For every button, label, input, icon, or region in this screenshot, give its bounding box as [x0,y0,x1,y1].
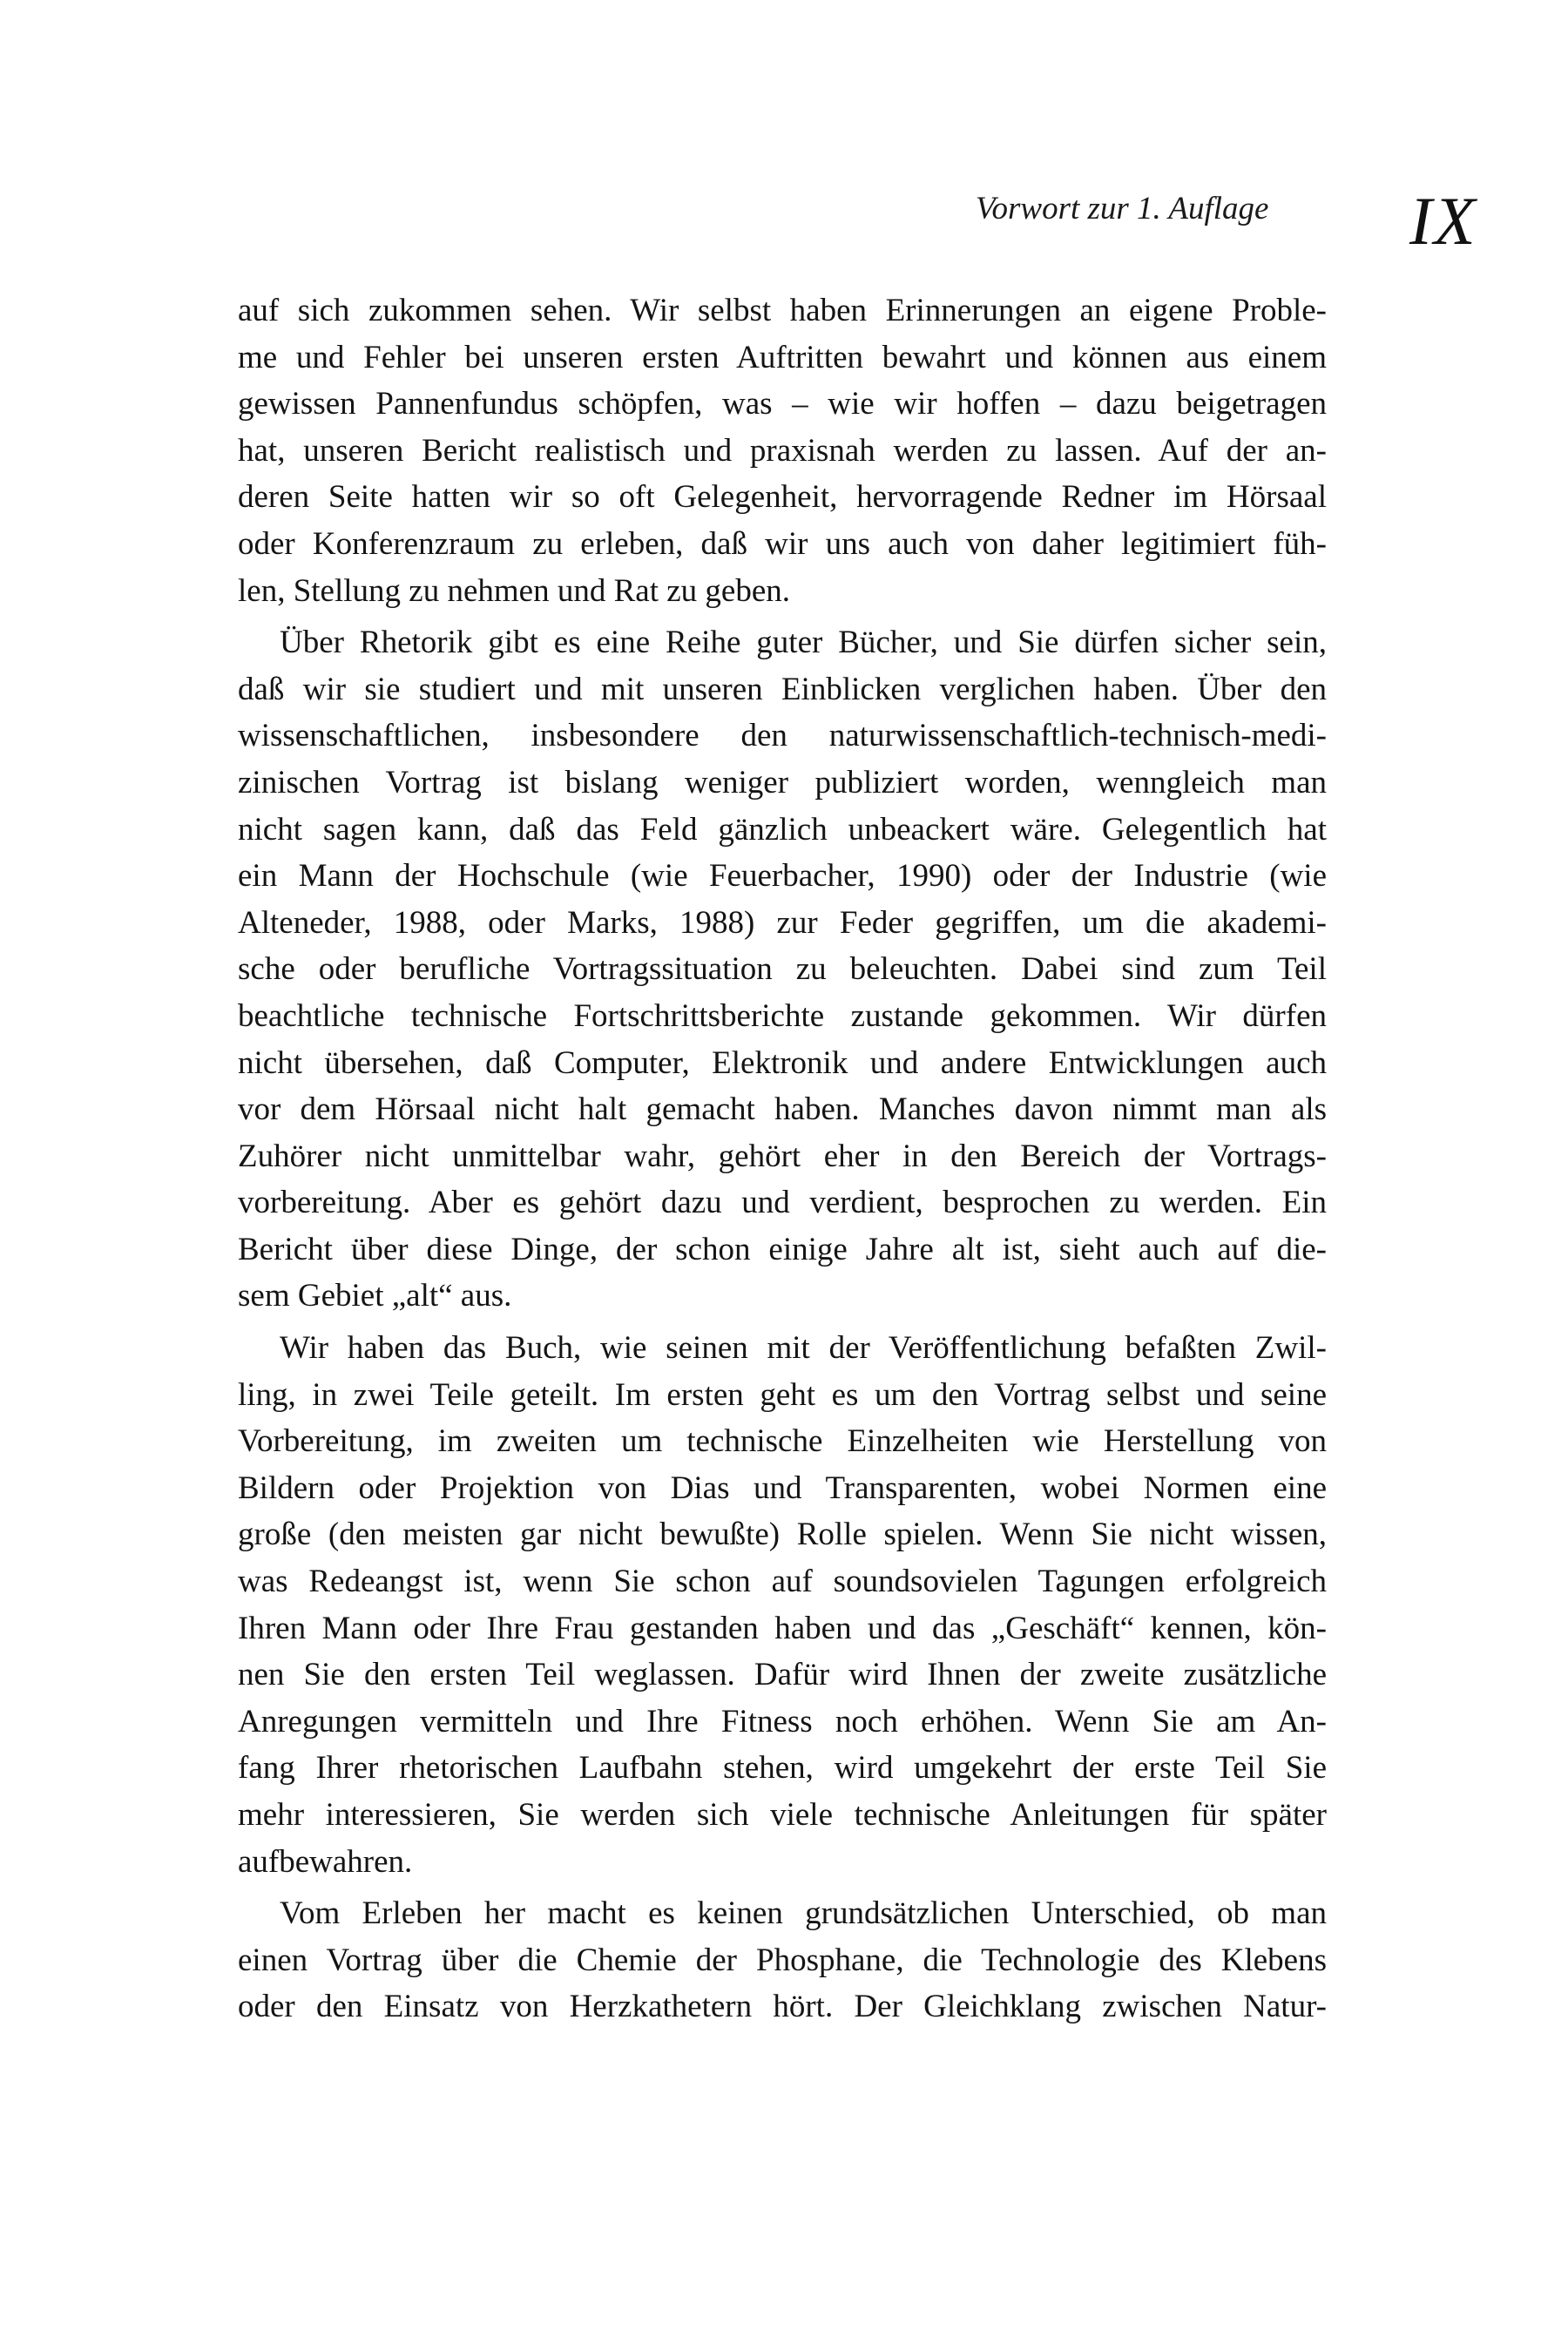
text-line: hat, unseren Bericht realistisch und praxisnah werden zu lassen. Auf der an- [238,432,1327,469]
paragraph [238,1890,1327,2030]
text-line: Ihren Mann oder Ihre Frau gestanden haben und das „Geschäft“ kennen, kön- [238,1610,1327,1646]
text-line: Vom Erleben her macht es keinen grundsätzlichen Unterschied, ob man [280,1895,1327,1932]
running-head: Vorwort zur 1. Auflage [976,191,1269,226]
paragraph [238,1325,1327,1885]
text-line: was Redeangst ist, wenn Sie schon auf soundsovielen Tagungen erfolgreich [238,1564,1327,1600]
paragraph [238,619,1327,1320]
text-line: len, Stellung zu nehmen und Rat zu geben. [238,572,790,609]
text-line: Vorbereitung, im zweiten um technische Einzelheiten wie Herstellung von [238,1423,1327,1460]
text-line: Über Rhetorik gibt es eine Reihe guter Bücher, und Sie dürfen sicher sein, [280,625,1327,661]
text-line: aufbewahren. [238,1843,413,1880]
text-line: nicht übersehen, daß Computer, Elektronik und andere Entwicklungen auch [238,1044,1327,1081]
text-line: nicht sagen kann, daß das Feld gänzlich unbeackert wäre. Gelegentlich hat [238,811,1327,848]
text-line: nen Sie den ersten Teil weglassen. Dafür wird Ihnen der zweite zusätzliche [238,1657,1327,1693]
text-line: Bericht über diese Dinge, der schon einige Jahre alt ist, sieht auch auf die- [238,1231,1327,1267]
text-line: ling, in zwei Teile geteilt. Im ersten geht es um den Vortrag selbst und seine [238,1376,1327,1413]
text-line: deren Seite hatten wir so oft Gelegenheit, hervorragende Redner im Hörsaal [238,479,1327,516]
text-line: oder Konferenzraum zu erleben, daß wir uns auch von daher legitimiert füh- [238,525,1327,562]
text-line: sem Gebiet „alt“ aus. [238,1278,512,1314]
text-line: Anregungen vermitteln und Ihre Fitness noch erhöhen. Wenn Sie am An- [238,1703,1327,1740]
text-line: Alteneder, 1988, oder Marks, 1988) zur Feder gegriffen, um die akademi- [238,904,1327,941]
body-text [238,287,1327,2030]
text-line: auf sich zukommen sehen. Wir selbst haben Erinnerungen an eigene Proble- [238,293,1327,328]
page-number: IX [1409,183,1477,259]
text-line: einen Vortrag über die Chemie der Phosphane, die Technologie des Klebens [238,1942,1327,1978]
text-line: wissenschaftlichen, insbesondere den naturwissenschaftlich-technisch-medi- [238,718,1327,754]
text-line: Zuhörer nicht unmittelbar wahr, gehört eher in den Bereich der Vortrags- [238,1138,1327,1174]
text-line: vor dem Hörsaal nicht halt gemacht haben. Manches davon nimmt man als [238,1091,1327,1128]
text-line: große (den meisten gar nicht bewußte) Rolle spielen. Wenn Sie nicht wissen, [238,1517,1327,1553]
paragraph [238,287,1327,614]
text-line: zinischen Vortrag ist bislang weniger publiziert worden, wenngleich man [238,764,1327,801]
text-line: gewissen Pannenfundus schöpfen, was – wie wir hoffen – dazu beigetragen [238,386,1327,422]
text-line: beachtliche technische Fortschrittsberichte zustande gekommen. Wir dürfen [238,997,1327,1034]
text-line: fang Ihrer rhetorischen Laufbahn stehen, wird umgekehrt der erste Teil Sie [238,1750,1327,1787]
text-line: ein Mann der Hochschule (wie Feuerbacher, 1990) oder der Industrie (wie [238,858,1327,895]
text-line: sche oder berufliche Vortragssituation zu beleuchten. Dabei sind zum Teil [238,951,1327,988]
text-line: me und Fehler bei unseren ersten Auftritten bewahrt und können aus einem [238,339,1327,375]
text-line: vorbereitung. Aber es gehört dazu und verdient, besprochen zu werden. Ein [238,1185,1327,1221]
text-line: Wir haben das Buch, wie seinen mit der Veröffentlichung befaßten Zwil- [280,1330,1327,1367]
text-line: oder den Einsatz von Herzkathetern hört. Der Gleichklang zwischen Natur- [238,1989,1327,2025]
text-line: daß wir sie studiert und mit unseren Einblicken verglichen haben. Über den [238,671,1327,707]
text-line: Bildern oder Projektion von Dias und Transparenten, wobei Normen eine [238,1469,1327,1506]
text-line: mehr interessieren, Sie werden sich viele technische Anleitungen für später [238,1797,1327,1833]
